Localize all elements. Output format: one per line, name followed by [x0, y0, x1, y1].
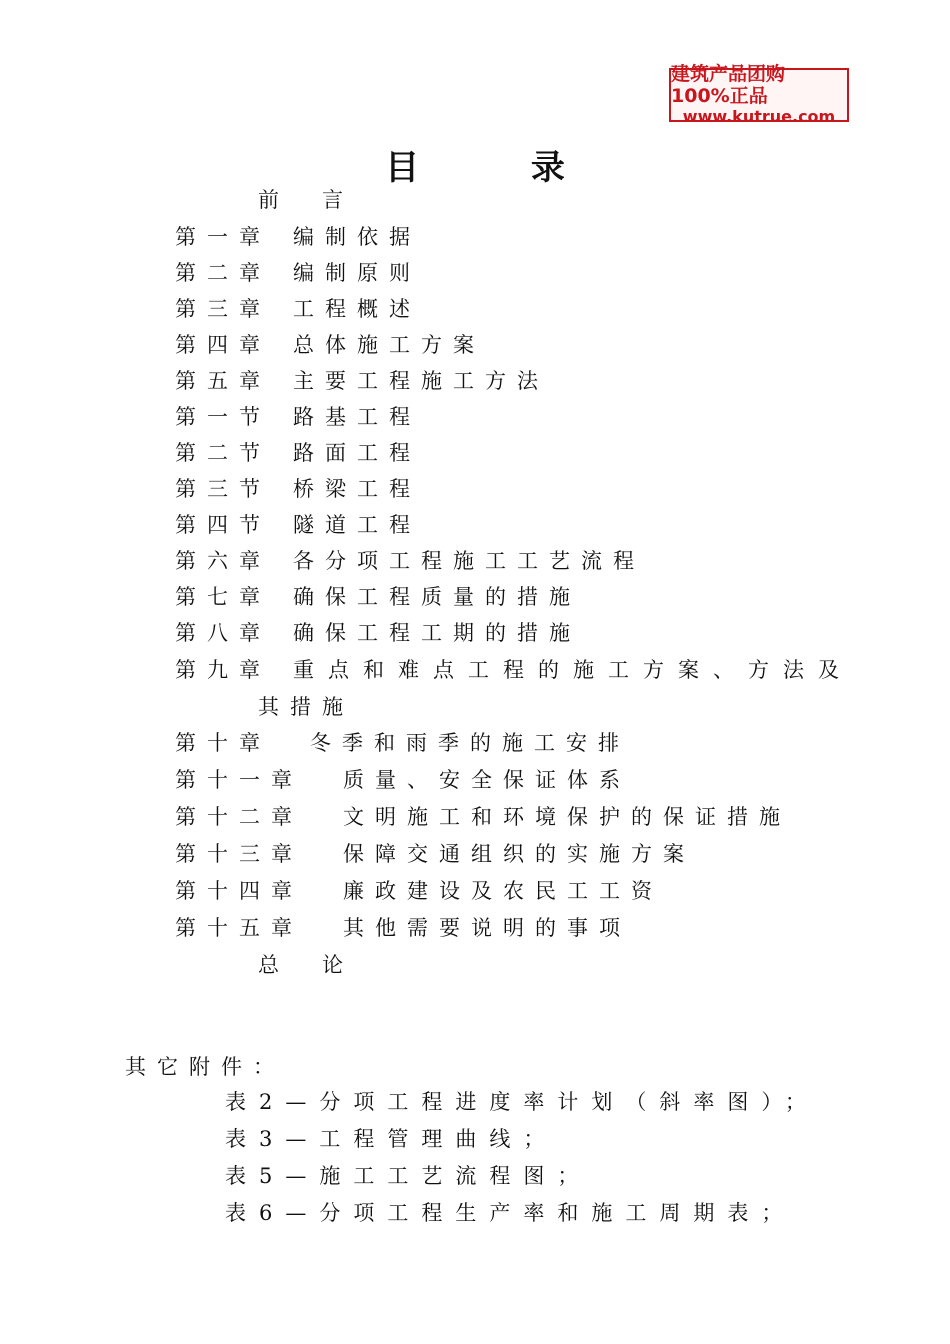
- toc-title: 工程概述: [293, 297, 421, 321]
- toc-title: 其他需要说明的事项: [343, 916, 631, 940]
- toc-item-preface: [258, 186, 354, 214]
- toc-label: 前 言: [258, 188, 354, 212]
- toc-chapter: 第四章: [175, 333, 271, 357]
- toc-item: [175, 877, 663, 905]
- toc-title: 总体施工方案: [293, 333, 485, 357]
- toc-chapter: 第三章: [175, 297, 271, 321]
- toc-title: 文明施工和环境保护的保证措施: [343, 805, 791, 829]
- toc-chapter: 第四节: [175, 513, 271, 537]
- toc-title: 确保工程工期的措施: [293, 621, 581, 645]
- toc-label: 其措施: [258, 695, 354, 719]
- toc-item: [175, 403, 421, 431]
- toc-title: 桥梁工程: [293, 477, 421, 501]
- toc-item: [175, 223, 421, 251]
- toc-chapter: 第十五章: [175, 916, 303, 940]
- toc-chapter: 第六章: [175, 549, 271, 573]
- toc-title: 保障交通组织的实施方案: [343, 842, 695, 866]
- toc-chapter: 第二章: [175, 261, 271, 285]
- toc-item: [175, 439, 421, 467]
- watermark-line1: 建筑产品团购 100%正品: [671, 63, 786, 107]
- toc-chapter: 第一节: [175, 405, 271, 429]
- toc-chapter: 第十一章: [175, 768, 303, 792]
- toc-title: 质量、安全保证体系: [343, 768, 631, 792]
- toc-chapter: 第十三章: [175, 842, 303, 866]
- attachment-item: 表6—分项工程生产率和施工周期表；: [225, 1201, 796, 1225]
- toc-chapter: 第十二章: [175, 805, 303, 829]
- toc-chapter: 第七章: [175, 585, 271, 609]
- toc-title: 主要工程施工方法: [293, 369, 549, 393]
- toc-chapter: 第二节: [175, 441, 271, 465]
- toc-chapter: 第三节: [175, 477, 271, 501]
- attachment-item: 表3—工程管理曲线；: [225, 1127, 558, 1151]
- toc-item: [175, 547, 645, 575]
- attachments-label: 其它附件：: [125, 1055, 285, 1079]
- toc-item-continuation: [258, 693, 354, 721]
- toc-title: 重点和难点工程的施工方案、方法及: [293, 658, 853, 682]
- toc-item: [175, 914, 631, 942]
- toc-title: 各分项工程施工工艺流程: [293, 549, 645, 573]
- toc-label: 总 论: [258, 953, 354, 977]
- toc-title: 确保工程质量的措施: [293, 585, 581, 609]
- watermark-line2: www.kutrue.com: [682, 107, 836, 126]
- attachment-item: 表5—施工工艺流程图；: [225, 1164, 592, 1188]
- toc-title: 冬季和雨季的施工安排: [310, 731, 630, 755]
- toc-title: 隧道工程: [293, 513, 421, 537]
- toc-chapter: 第十章: [175, 731, 271, 755]
- toc-item: [175, 367, 549, 395]
- toc-title: 廉政建设及农民工工资: [343, 879, 663, 903]
- attachment-item: 表2—分项工程进度率计划（斜率图）；: [225, 1090, 819, 1114]
- toc-item: [175, 840, 695, 868]
- toc-item: [175, 729, 630, 757]
- watermark-stamp: [669, 63, 849, 126]
- toc-item: [175, 656, 853, 684]
- toc-item: [175, 511, 421, 539]
- toc-item: [175, 295, 421, 323]
- toc-item: [175, 331, 485, 359]
- toc-item-conclusion: [258, 951, 354, 979]
- toc-chapter: 第八章: [175, 621, 271, 645]
- toc-item: [175, 803, 791, 831]
- toc-title: 路基工程: [293, 405, 421, 429]
- toc-item: [175, 766, 631, 794]
- toc-chapter: 第九章: [175, 658, 271, 682]
- toc-title: 编制原则: [293, 261, 421, 285]
- toc-item: [175, 583, 581, 611]
- toc-chapter: 第一章: [175, 225, 271, 249]
- toc-item: [175, 259, 421, 287]
- toc-title: 编制依据: [293, 225, 421, 249]
- page-title: 目 录: [385, 148, 565, 188]
- toc-chapter: 第十四章: [175, 879, 303, 903]
- toc-item: [175, 619, 581, 647]
- toc-title: 路面工程: [293, 441, 421, 465]
- toc-item: [175, 475, 421, 503]
- toc-chapter: 第五章: [175, 369, 271, 393]
